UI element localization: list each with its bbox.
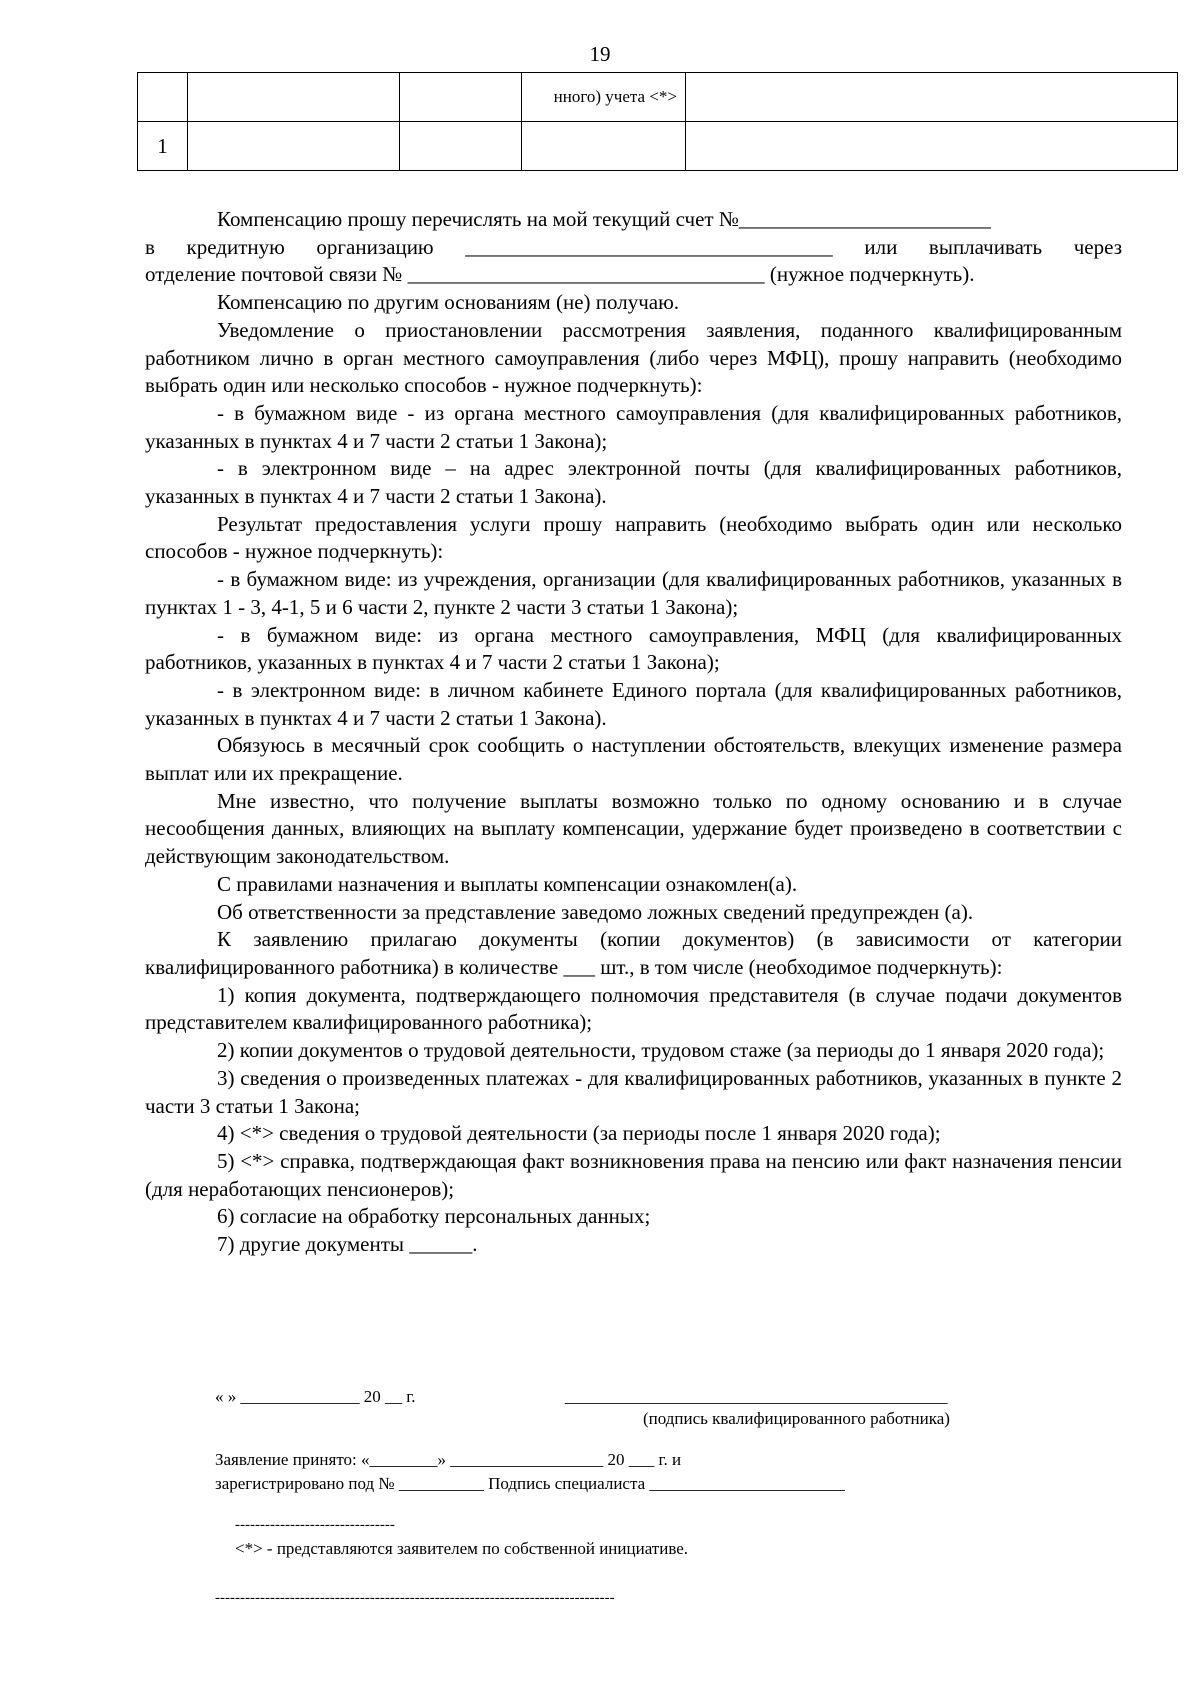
paragraph: 3) сведения о произведенных платежах - для квалифицированных работников, указанных в пункте 2 части 3 статьи 1 Закона; bbox=[145, 1065, 1122, 1118]
paragraph: - в электронном виде: в личном кабинете Единого портала (для квалифицированных работников, указанных в пунктах 4 и 7 части 2 статьи 1 Закона). bbox=[145, 677, 1122, 730]
table-cell bbox=[686, 122, 1178, 171]
signature-caption: (подпись квалифицированного работника) bbox=[643, 1409, 950, 1428]
paragraph: Компенсацию прошу перечислять на мой текущий счет №________________________ bbox=[217, 207, 991, 231]
paragraph: Обязуюсь в месячный срок сообщить о наступлении обстоятельств, влекущих изменение размера выплат или их прекращение. bbox=[145, 733, 1122, 786]
date-line: « » ______________ 20 __ г. bbox=[215, 1387, 416, 1406]
application-body bbox=[145, 206, 1122, 1259]
paragraph: - в электронном виде – на адрес электронной почты (для квалифицированных работников, указанных в пунктах 4 и 7 части 2 статьи 1 Закона). bbox=[145, 456, 1122, 509]
table-cell bbox=[138, 73, 188, 122]
paragraph: 5) <*> справка, подтверждающая факт возникновения права на пенсию или факт назначения пенсии (для неработающих пенсионеров); bbox=[145, 1148, 1122, 1201]
paragraph: 7) другие документы ______. bbox=[217, 1232, 478, 1257]
footnote-separator: -------------------------------- bbox=[235, 1517, 395, 1533]
table-cell bbox=[188, 73, 400, 122]
signature-row bbox=[215, 1386, 948, 1408]
paragraph: в кредитную организацию ___________________________________ или выплачивать через bbox=[145, 234, 1122, 259]
paragraph: Об ответственности за представление заведомо ложных сведений предупрежден (а). bbox=[217, 899, 974, 924]
paragraph: 6) согласие на обработку персональных данных; bbox=[217, 1204, 651, 1229]
paragraph: Компенсацию по другим основаниям (не) получаю. bbox=[217, 290, 680, 315]
table-cell bbox=[400, 122, 522, 171]
paragraph: К заявлению прилагаю документы (копии документов) (в зависимости от категории квалифицированного работника) в количестве ___ шт., в том числе (необходимое подчеркнуть): bbox=[145, 927, 1122, 979]
table-cell bbox=[400, 73, 522, 122]
documents-table bbox=[137, 72, 1178, 171]
registered-line: зарегистрировано под № __________ Подпись специалиста _______________________ bbox=[215, 1474, 845, 1493]
table-cell: нного) учета <*> bbox=[522, 73, 686, 122]
paragraph: - в бумажном виде: из органа местного самоуправления, МФЦ (для квалифицированных работников, указанных в пунктах 4 и 7 части 2 статьи 1 Закона); bbox=[145, 622, 1122, 675]
table-row bbox=[138, 122, 1178, 171]
paragraph: - в бумажном виде: из учреждения, организации (для квалифицированных работников, указанных в пунктах 1 - 3, 4-1, 5 и 6 части 2, пункте 2 части 3 статьи 1 Закона); bbox=[145, 567, 1122, 619]
footnote-text: <*> - представляются заявителем по собственной инициативе. bbox=[235, 1539, 689, 1558]
paragraph: Результат предоставления услуги прошу направить (необходимо выбрать один или несколько способов - нужное подчеркнуть): bbox=[145, 511, 1122, 564]
paragraph: 2) копии документов о трудовой деятельности, трудовом стаже (за периоды до 1 января 2020 года); bbox=[217, 1038, 1105, 1063]
table-cell: 1 bbox=[138, 122, 188, 171]
paragraph: отделение почтовой связи № __________________________________ (нужное подчеркнуть). bbox=[145, 262, 975, 287]
signature-line: _____________________________________________ bbox=[565, 1387, 948, 1406]
paragraph: - в бумажном виде - из органа местного самоуправления (для квалифицированных работников, указанных в пунктах 4 и 7 части 2 статьи 1 Закона); bbox=[145, 400, 1122, 453]
paragraph: С правилами назначения и выплаты компенсации ознакомлен(а). bbox=[217, 871, 798, 896]
paragraph: 1) копия документа, подтверждающего полномочия представителя (в случае подачи документов представителем квалифицированного работника); bbox=[145, 982, 1122, 1035]
accepted-line: Заявление принято: «________» __________________ 20 ___ г. и bbox=[215, 1450, 682, 1469]
table-row bbox=[138, 73, 1178, 122]
table-cell bbox=[686, 73, 1178, 122]
paragraph: 4) <*> сведения о трудовой деятельности (за периоды после 1 января 2020 года); bbox=[217, 1121, 941, 1146]
paragraph: Уведомление о приостановлении рассмотрения заявления, поданного квалифицированным работником лично в орган местного самоуправления (либо через МФЦ), прошу направить (необходимо выбрать один или несколько способов - нужное подчеркнуть): bbox=[145, 317, 1122, 398]
table-cell bbox=[522, 122, 686, 171]
page-number: 19 bbox=[589, 42, 611, 66]
table-cell bbox=[188, 122, 400, 171]
paragraph: Мне известно, что получение выплаты возможно только по одному основанию и в случае несообщения данных, влияющих на выплату компенсации, удержание будет произведено в соответствии с действующим законодательством. bbox=[145, 788, 1122, 869]
bottom-separator: -------------------------------------------------------------------------------- bbox=[215, 1590, 615, 1606]
